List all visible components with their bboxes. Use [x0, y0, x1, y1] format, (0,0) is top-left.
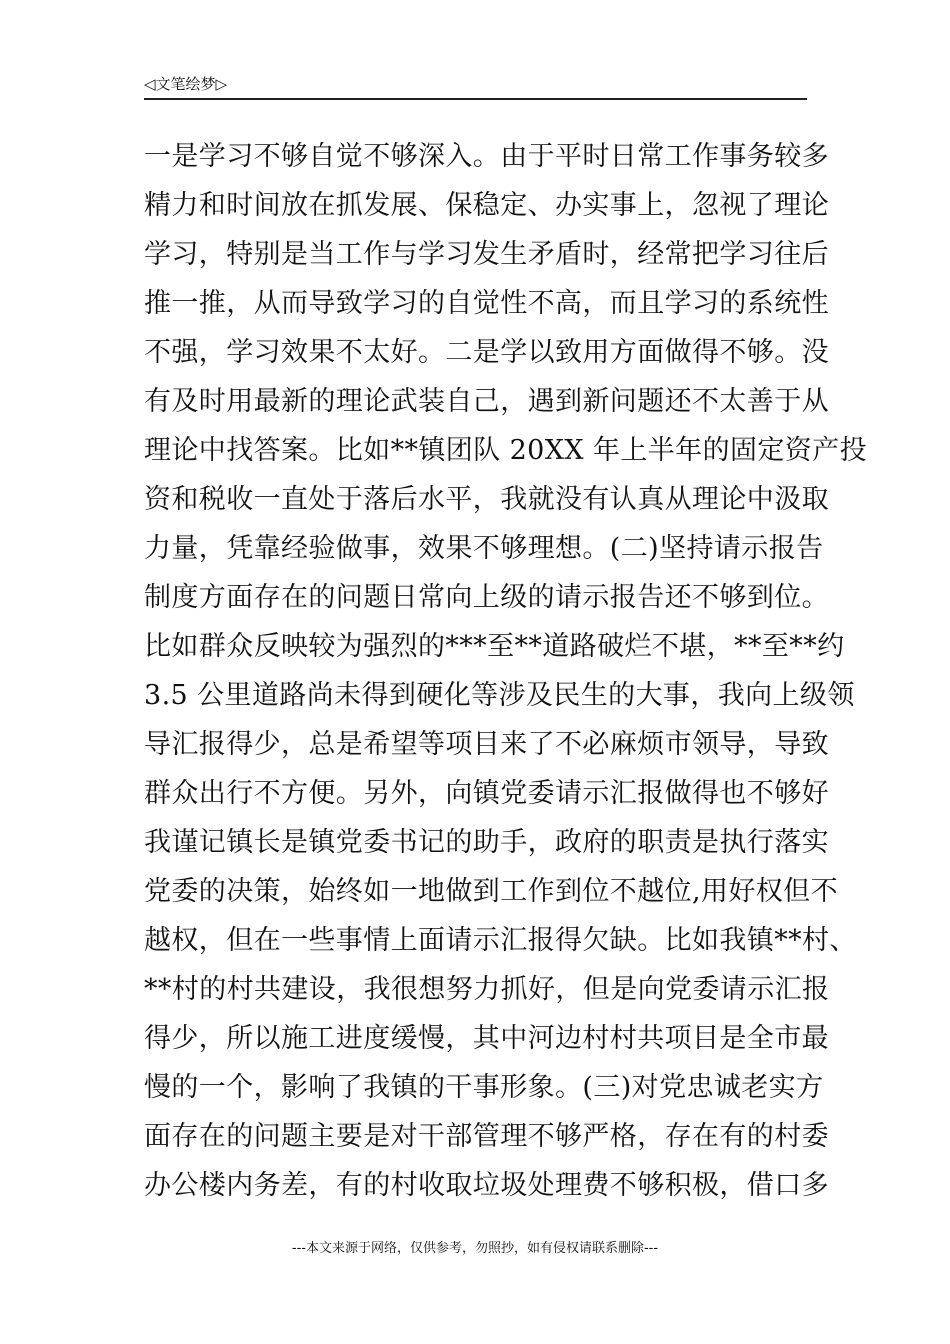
text-line: 群众出行不方便。另外，向镇党委请示汇报做得也不够好: [144, 778, 829, 809]
page-header: [144, 74, 807, 100]
text-line: **村的村共建设，我很想努力抓好，但是向党委请示汇报: [144, 974, 830, 1005]
text-line: 办公楼内务差，有的村收取垃圾处理费不够积极，借口多: [144, 1170, 829, 1201]
text-line: 制度方面存在的问题日常向上级的请示报告还不够到位。: [144, 582, 829, 613]
text-line: 越权，但在一些事情上面请示汇报得欠缺。比如我镇**村、: [144, 925, 857, 956]
text-line: 力量，凭靠经验做事，效果不够理想。(二)坚持请示报告: [144, 533, 824, 564]
body-text: [144, 132, 867, 1210]
text-line: 推一推，从而导致学习的自觉性不高，而且学习的系统性: [144, 288, 829, 319]
text-line: 理论中找答案。比如**镇团队 20XX 年上半年的固定资产投: [144, 435, 867, 466]
text-line: 导汇报得少，总是希望等项目来了不必麻烦市领导，导致: [144, 729, 829, 760]
text-line: 学习，特别是当工作与学习发生矛盾时，经常把学习往后: [144, 239, 829, 270]
text-line: 我谨记镇长是镇党委书记的助手，政府的职责是执行落实: [144, 827, 829, 858]
text-line: 得少，所以施工进度缓慢，其中河边村村共项目是全市最: [144, 1023, 829, 1054]
text-line: 3.5 公里道路尚未得到硬化等涉及民生的大事，我向上级领: [144, 680, 855, 711]
text-line: 一是学习不够自觉不够深入。由于平时日常工作事务较多: [144, 141, 829, 172]
text-line: 党委的决策，始终如一地做到工作到位不越位,用好权但不: [144, 876, 838, 907]
text-line: 不强，学习效果不太好。二是学以致用方面做得不够。没: [144, 337, 829, 368]
page-footer: ---本文来源于网络，仅供参考，勿照抄，如有侵权请联系删除---: [291, 1241, 659, 1256]
text-line: 比如群众反映较为强烈的***至**道路破烂不堪，**至**约: [144, 631, 845, 662]
text-line: 慢的一个，影响了我镇的干事形象。(三)对党忠诚老实方: [144, 1072, 824, 1103]
text-line: 有及时用最新的理论武装自己，遇到新问题还不太善于从: [144, 386, 829, 417]
text-line: 面存在的问题主要是对干部管理不够严格，存在有的村委: [144, 1121, 829, 1152]
text-line: 精力和时间放在抓发展、保稳定、办实事上，忽视了理论: [144, 190, 829, 221]
text-line: 资和税收一直处于落后水平，我就没有认真从理论中汲取: [144, 484, 829, 515]
header-title: ◁文笔绘梦▷: [144, 75, 228, 93]
